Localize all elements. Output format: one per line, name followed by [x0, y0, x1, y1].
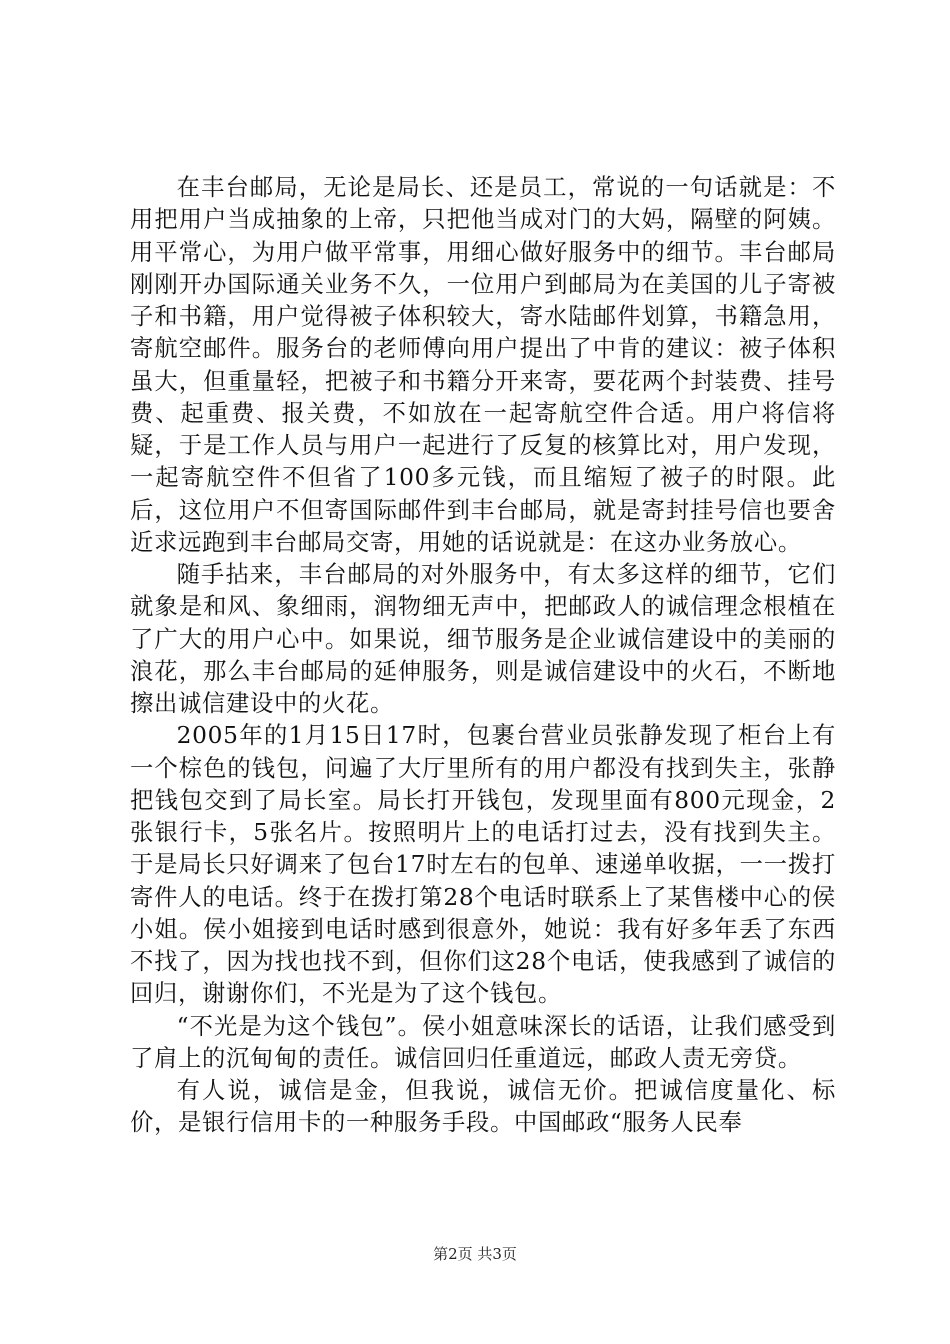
paragraph-3: 2005年的1月15日17时，包裹台营业员张静发现了柜台上有一个棕色的钱包，问遍了大厅里所有的用户都没有找到失主，张静把钱包交到了局长室。局长打开钱包，发现里面有800元现金，2张银行卡，5张名片。按照明片上的电话打过去，没有找到失主。于是局长只好调来了包台17时左右的包单、速递单收据，一一拨打寄件人的电话。终于在拨打第28个电话时联系上了某售楼中心的侯小姐。侯小姐接到电话时感到很意外，她说：我有好多年丢了东西不找了，因为找也找不到，但你们这28个电话，使我感到了诚信的回归，谢谢你们，不光是为了这个钱包。: [130, 722, 836, 1008]
paragraph-1: 在丰台邮局，无论是局长、还是员工，常说的一句话就是：不用把用户当成抽象的上帝，只把他当成对门的大妈，隔壁的阿姨。用平常心，为用户做平常事，用细心做好服务中的细节。丰台邮局刚刚开办国际通关业务不久，一位用户到邮局为在美国的儿子寄被子和书籍，用户觉得被子体积较大，寄水陆邮件划算，书籍急用，寄航空邮件。服务台的老师傅向用户提出了中肯的建议：被子体积虽大，但重量轻，把被子和书籍分开来寄，要花两个封装费、挂号费、起重费、报关费，不如放在一起寄航空件合适。用户将信将疑，于是工作人员与用户一起进行了反复的核算比对，用户发现，一起寄航空件不但省了100多元钱，而且缩短了被子的时限。此后，这位用户不但寄国际邮件到丰台邮局，就是寄封挂号信也要舍近求远跑到丰台邮局交寄，用她的话说就是：在这办业务放心。: [130, 174, 836, 556]
paragraph-5: 有人说，诚信是金，但我说，诚信无价。把诚信度量化、标价，是银行信用卡的一种服务手段。中国邮政“服务人民奉: [130, 1077, 836, 1137]
paragraph-4: “不光是为这个钱包”。侯小姐意味深长的话语，让我们感受到了肩上的沉甸甸的责任。诚信回归任重道远，邮政人责无旁贷。: [130, 1012, 836, 1072]
paragraph-2: 随手拈来，丰台邮局的对外服务中，有太多这样的细节，它们就象是和风、象细雨，润物细无声中，把邮政人的诚信理念根植在了广大的用户心中。如果说，细节服务是企业诚信建设中的美丽的浪花，那么丰台邮局的延伸服务，则是诚信建设中的火石，不断地擦出诚信建设中的火花。: [130, 561, 836, 717]
document-body: [130, 172, 836, 1140]
page-footer: 第2页 共3页: [433, 1245, 517, 1263]
